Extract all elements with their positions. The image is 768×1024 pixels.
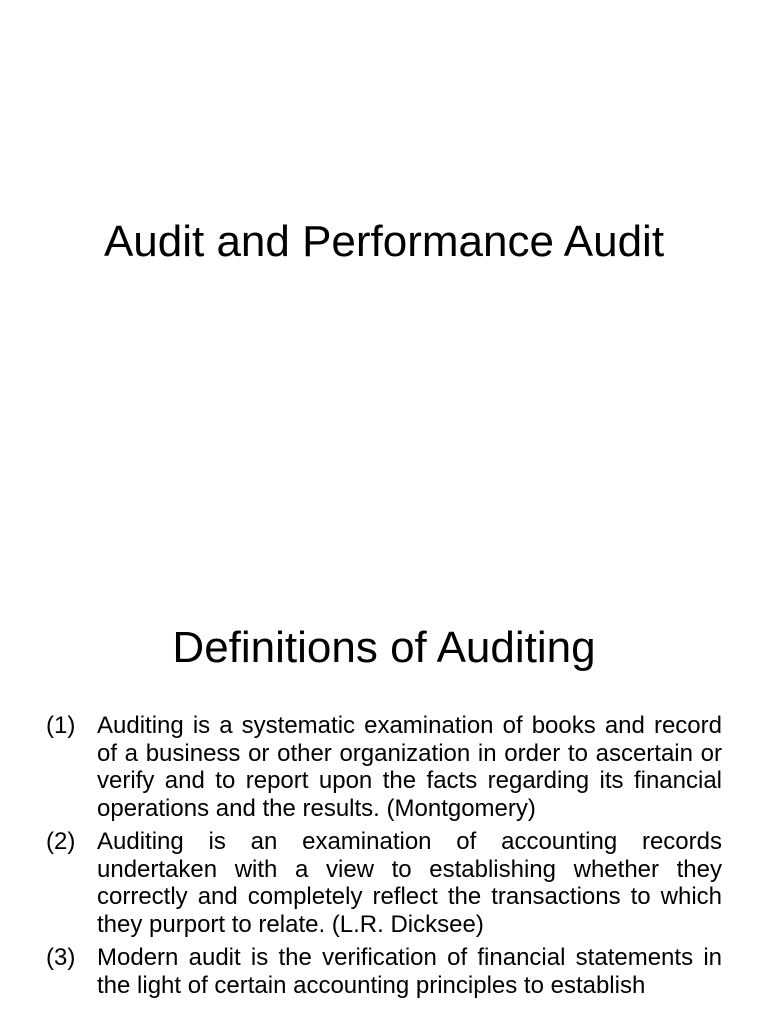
definition-number: (2) (46, 828, 76, 855)
definition-item (46, 712, 722, 822)
definition-text: Auditing is a systematic examination of books and record of a business or other organization in order to ascertain or verify and to report upon the facts regarding its financial operations and the results. (Montgomery) (97, 712, 722, 822)
definition-text: Modern audit is the verification of financial statements in the light of certain accounting principles to establish (97, 944, 722, 999)
slide-title: Audit and Performance Audit (103, 217, 665, 266)
definitions-slide (0, 576, 768, 1024)
definition-number: (3) (46, 944, 76, 971)
definition-text: Auditing is an examination of accounting records undertaken with a view to establishing whether they correctly and completely reflect the transactions to which they purport to relate. (L.R. Dicksee) (97, 828, 722, 938)
slide-title: Definitions of Auditing (172, 623, 596, 672)
definition-number: (1) (46, 712, 76, 739)
definition-item (46, 944, 722, 999)
definition-item (46, 828, 722, 938)
definitions-list (46, 712, 722, 1005)
